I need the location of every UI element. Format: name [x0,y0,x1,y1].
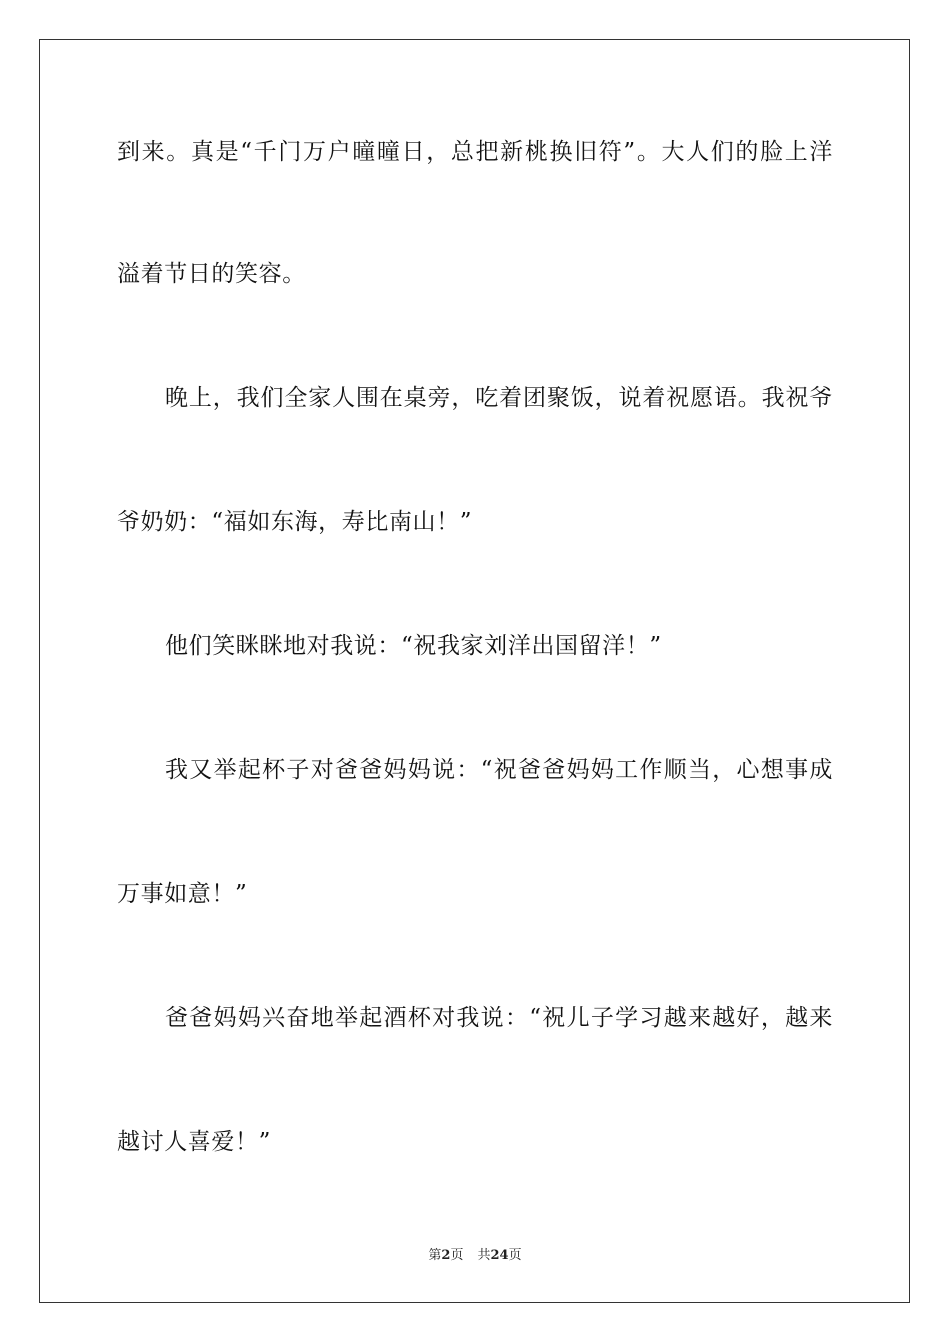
total-pages: 24 [490,1248,509,1263]
page-footer [0,1247,950,1265]
paragraph-line-9: 越讨人喜爱！” [117,1129,271,1155]
page-prefix: 第 [428,1248,442,1263]
total-prefix: 共 [477,1248,491,1263]
paragraph-line-2: 溢着节日的笑容。 [117,261,306,287]
paragraph-line-8: 爸爸妈妈兴奋地举起酒杯对我说：“祝儿子学习越来越好，越来 [165,1005,833,1031]
page-suffix: 页 [450,1248,464,1263]
page-number: 2 [441,1248,451,1263]
paragraph-line-3: 晚上，我们全家人围在桌旁，吃着团聚饭，说着祝愿语。我祝爷 [165,385,833,411]
page-border [39,39,910,1303]
paragraph-line-7: 万事如意！” [117,881,248,907]
paragraph-line-6: 我又举起杯子对爸爸妈妈说：“祝爸爸妈妈工作顺当，心想事成 [165,757,833,783]
paragraph-line-1: 到来。真是“千门万户曈曈日，总把新桃换旧符”。大人们的脸上洋 [117,139,833,165]
paragraph-line-4: 爷奶奶：“福如东海，寿比南山！” [117,509,473,535]
paragraph-line-5: 他们笑眯眯地对我说：“祝我家刘洋出国留洋！” [165,633,662,659]
total-suffix: 页 [508,1248,522,1263]
